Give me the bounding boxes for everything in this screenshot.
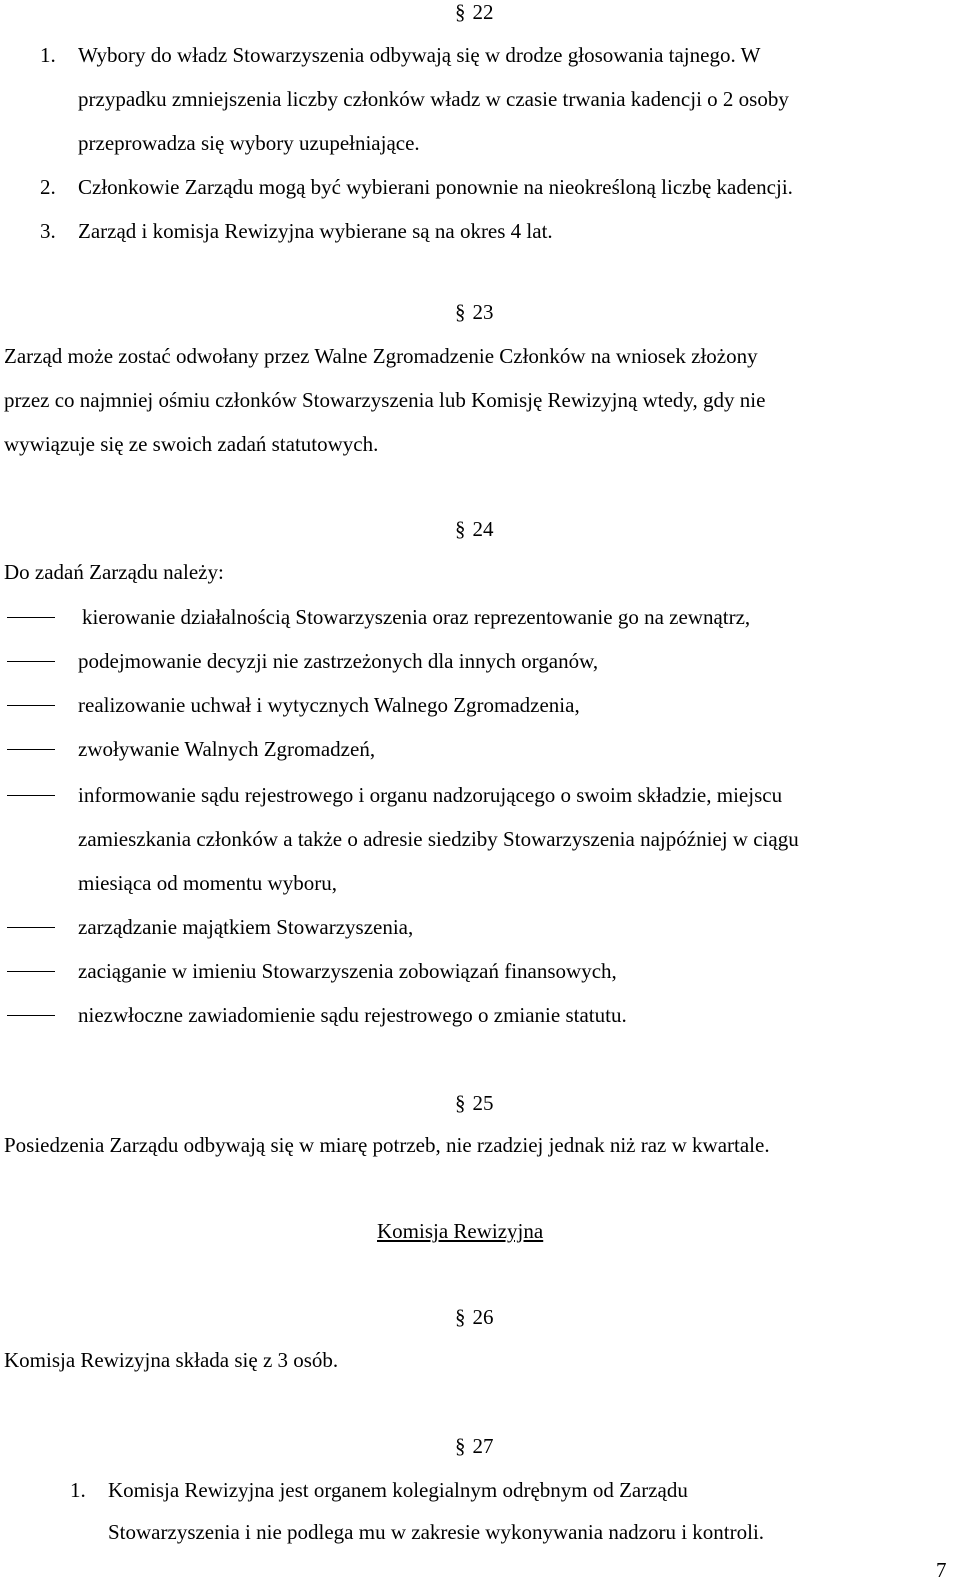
dash-bullet [7,617,55,618]
paragraph-line: przez co najmniej ośmiu członków Stowarzyszenia lub Komisję Rewizyjną wtedy, gdy nie [4,388,766,412]
bullet-line: niezwłoczne zawiadomienie sądu rejestrowego o zmianie statutu. [78,1003,627,1027]
section-heading-26 [455,1307,494,1328]
section-heading-24 [455,519,494,540]
bullet-line: zaciąganie w imieniu Stowarzyszenia zobowiązań finansowych, [78,959,617,983]
dash-bullet [7,927,55,928]
section-symbol: § [455,0,466,24]
dash-bullet [7,705,55,706]
section-number: 25 [472,1091,494,1115]
dash-bullet [7,1015,55,1016]
list-item-line: Stowarzyszenia i nie podlega mu w zakresie wykonywania nadzoru i kontroli. [108,1520,765,1544]
list-item-number: 1. [70,1478,86,1502]
dash-bullet [7,971,55,972]
section-symbol: § [455,300,466,324]
bullet-line: kierowanie działalnością Stowarzyszenia oraz reprezentowanie go na zewnątrz, [82,605,751,629]
dash-bullet [7,661,55,662]
list-item-number: 2. [40,175,56,199]
bullet-line: miesiąca od momentu wyboru, [78,871,337,895]
bullet-line: zamieszkania członków a także o adresie siedziby Stowarzyszenia najpóźniej w ciągu [78,827,799,851]
list-item-line: Komisja Rewizyjna jest organem kolegialnym odrębnym od Zarządu [108,1478,688,1502]
list-item-line: Członkowie Zarządu mogą być wybierani ponownie na nieokreśloną liczbę kadencji. [78,175,793,199]
list-item-line: przypadku zmniejszenia liczby członków władz w czasie trwania kadencji o 2 osoby [78,87,789,111]
section-heading-25 [455,1093,494,1114]
komisja-rewizyjna-heading: Komisja Rewizyjna [377,1219,544,1243]
dash-bullet [7,795,55,796]
bullet-line: zwoływanie Walnych Zgromadzeń, [78,737,376,761]
section-number: 23 [472,300,494,324]
section-heading-27 [455,1436,494,1457]
bullet-line: realizowanie uchwał i wytycznych Walnego Zgromadzenia, [78,693,580,717]
paragraph-line: wywiązuje się ze swoich zadań statutowych. [4,432,379,456]
list-item-line: Wybory do władz Stowarzyszenia odbywają się w drodze głosowania tajnego. W [78,43,761,67]
bullet-line: informowanie sądu rejestrowego i organu nadzorującego o swoim składzie, miejscu [78,783,783,807]
section-heading-22 [455,2,494,23]
dash-bullet [7,749,55,750]
section-number: 27 [472,1434,494,1458]
list-item-number: 3. [40,219,56,243]
list-item-line: Zarząd i komisja Rewizyjna wybierane są na okres 4 lat. [78,219,553,243]
bullet-line: zarządzanie majątkiem Stowarzyszenia, [78,915,414,939]
section-number: 26 [472,1305,494,1329]
section-symbol: § [455,517,466,541]
paragraph-line: Zarząd może zostać odwołany przez Walne Zgromadzenie Członków na wniosek złożony [4,344,758,368]
section-heading-23 [455,302,494,323]
bullet-line: podejmowanie decyzji nie zastrzeżonych dla innych organów, [78,649,599,673]
list-item-number: 1. [40,43,56,67]
section-symbol: § [455,1305,466,1329]
section-symbol: § [455,1091,466,1115]
section-symbol: § [455,1434,466,1458]
section-number: 24 [472,517,494,541]
section-25-paragraph: Posiedzenia Zarządu odbywają się w miarę potrzeb, nie rzadziej jednak niż raz w kwartale. [4,1133,770,1157]
section-24-intro: Do zadań Zarządu należy: [4,560,224,584]
section-number: 22 [472,0,494,24]
page-number: 7 [936,1558,947,1582]
list-item-line: przeprowadza się wybory uzupełniające. [78,131,420,155]
section-26-paragraph: Komisja Rewizyjna składa się z 3 osób. [4,1348,339,1372]
